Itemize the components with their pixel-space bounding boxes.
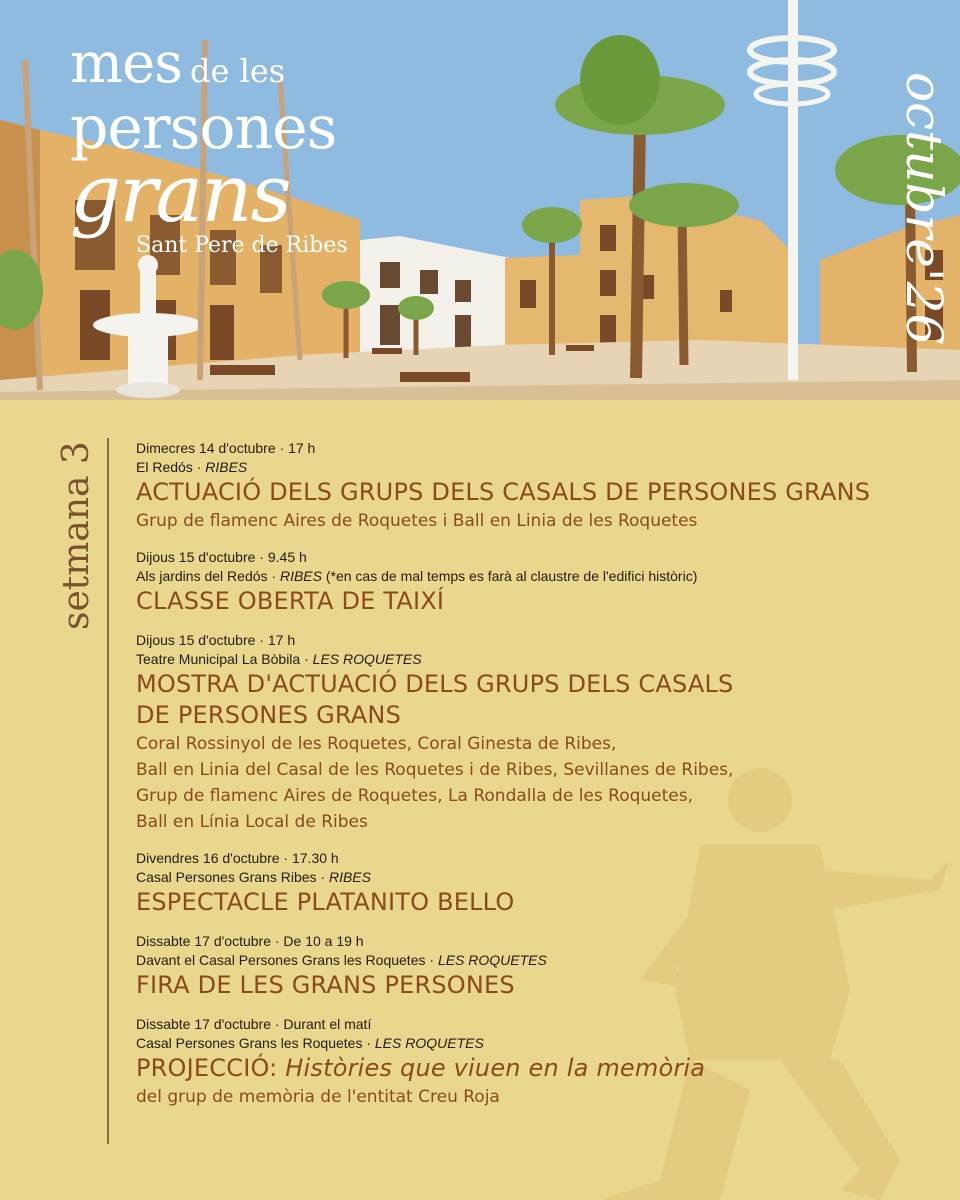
brand-line-2: persones [70, 93, 337, 163]
hero-illustration [0, 0, 960, 400]
event-6 [136, 1015, 936, 1110]
event-title-italic: Històries que viuen en la memòria [285, 1054, 706, 1082]
event-title-line-2: DE PERSONES GRANS [136, 701, 401, 729]
event-subtitle: del grup de memòria de l'entitat Creu Roja [136, 1087, 500, 1107]
brand-location: Sant Pere de Ribes [136, 233, 348, 258]
event-subtitle: Grup de flamenc Aires de Roquetes i Ball en Linia de les Roquetes [136, 511, 698, 531]
event-title: ESPECTACLE PLATANITO BELLO [136, 888, 515, 916]
event-town: LES ROQUETES [374, 1035, 484, 1051]
event-title: FIRA DE LES GRANS PERSONES [136, 971, 515, 999]
event-subtitle-line-3: Grup de flamenc Aires de Roquetes, La Rondalla de les Roquetes, [136, 786, 694, 806]
vertical-divider [107, 438, 109, 1144]
events-list [136, 439, 936, 1124]
event-date: Dijous 15 d'octubre · 17 h [136, 632, 296, 648]
event-date: Dissabte 17 d'octubre · De 10 a 19 h [136, 933, 364, 949]
month-label: octubre'26 [895, 72, 953, 346]
event-date: Dissabte 17 d'octubre · Durant el matí [136, 1016, 372, 1032]
event-title: ACTUACIÓ DELS GRUPS DELS CASALS DE PERSONES GRANS [136, 478, 871, 506]
event-subtitle-line-4: Ball en Línia Local de Ribes [136, 812, 368, 832]
event-title-line-1: MOSTRA D'ACTUACIÓ DELS GRUPS DELS CASALS [136, 670, 734, 698]
event-date: Divendres 16 d'octubre · 17.30 h [136, 850, 339, 866]
event-3 [136, 631, 936, 835]
event-place: Teatre Municipal La Bòbila · [136, 651, 313, 667]
event-town: RIBES [328, 869, 371, 885]
event-1 [136, 439, 936, 534]
week-label: setmana 3 [56, 441, 97, 630]
brand-line-1b: de les [189, 52, 286, 90]
event-title-prefix: PROJECCIÓ: [136, 1054, 286, 1082]
event-place: Casal Persones Grans Ribes · [136, 869, 329, 885]
brand-line-3: grans [70, 147, 290, 240]
event-subtitle-line-1: Coral Rossinyol de les Roquetes, Coral Ginesta de Ribes, [136, 734, 617, 754]
brand-line-1: mes [70, 31, 182, 96]
event-place: Casal Persones Grans les Roquetes · [136, 1035, 375, 1051]
event-date: Dijous 15 d'octubre · 9.45 h [136, 549, 307, 565]
event-2 [136, 548, 936, 617]
event-title: CLASSE OBERTA DE TAIXÍ [136, 587, 445, 615]
event-town: LES ROQUETES [437, 952, 547, 968]
event-subtitle-line-2: Ball en Linia del Casal de les Roquetes i de Ribes, Sevillanes de Ribes, [136, 760, 734, 780]
event-place: Als jardins del Redós · [136, 568, 280, 584]
event-5 [136, 932, 936, 1001]
event-town: LES ROQUETES [312, 651, 422, 667]
event-place-note: (*en cas de mal temps es farà al claustre de l'edifici històric) [321, 568, 698, 584]
event-town: RIBES [279, 568, 322, 584]
event-place: El Redós · [136, 459, 206, 475]
event-date: Dimecres 14 d'octubre · 17 h [136, 440, 316, 456]
brand-logo [70, 31, 348, 259]
event-4 [136, 849, 936, 918]
event-place: Davant el Casal Persones Grans les Roquetes · [136, 952, 438, 968]
event-town: RIBES [205, 459, 248, 475]
